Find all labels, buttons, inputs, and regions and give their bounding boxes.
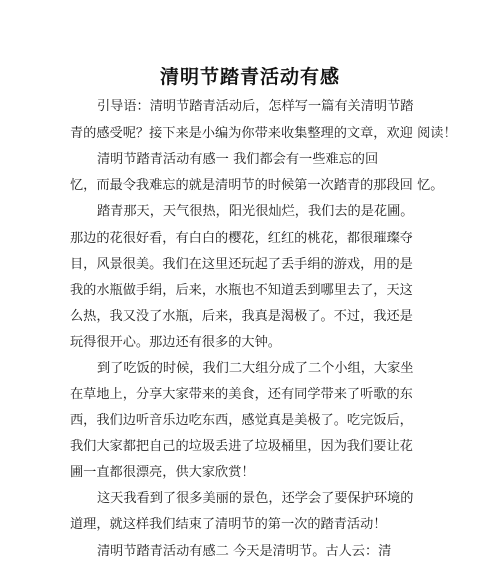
intro-line-1: 引导语：清明节踏青活动后，怎样写一篇有关清明节踏 [97, 99, 414, 114]
paragraph-line: 玩得很开心。那边还有很多的大钟。 [70, 335, 281, 350]
paragraph-line: 忆，而最令我难忘的就是清明节的时候第一次踏青的那段回 忆。 [70, 178, 444, 193]
section-two-heading-line: 清明节踏青活动有感二 今天是清明节。古人云：清 [97, 544, 392, 559]
section-one-heading-line: 清明节踏青活动有感一 我们都会有一些难忘的回 [97, 152, 379, 167]
paragraph-line: 圃一直都很漂亮，供大家欣赏！ [70, 465, 255, 480]
paragraph-line: 道理，就这样我们结束了清明节的第一次的踏青活动！ [70, 517, 387, 532]
document-title: 清明节踏青活动有感 [159, 66, 340, 88]
intro-line-2: 青的感受呢？接下来是小编为你带来收集整理的文章，欢迎 阅读！ [70, 126, 457, 141]
paragraph-line: 西，我们边听音乐边吃东西，感觉真是美极了。吃完饭后， [70, 413, 413, 428]
paragraph-line: 到了吃饭的时候，我们二大组分成了二个小组，大家坐 [97, 361, 414, 376]
paragraph-line: 么热，我又没了水瓶，后来，我真是渴极了。不过，我还是 [70, 309, 413, 324]
paragraph-line: 我的水瓶做手绢，后来，水瓶也不知道丢到哪里去了，天这 [70, 283, 413, 298]
paragraph-line: 目，风景很美。我们在这里还玩起了丢手绢的游戏，用的是 [70, 257, 413, 272]
paragraph-line: 这天我看到了很多美丽的景色，还学会了要保护环境的 [97, 491, 414, 506]
paragraph-line: 踏青那天，天气很热，阳光很灿烂，我们去的是花圃。 [97, 204, 414, 219]
paragraph-line: 那边的花很好看，有白白的樱花，红红的桃花，都很璀璨夺 [70, 231, 413, 246]
paragraph-line: 我们大家都把自己的垃圾丢进了垃圾桶里，因为我们要让花 [70, 439, 413, 454]
paragraph-line: 在草地上，分享大家带来的美食，还有同学带来了听歌的东 [70, 387, 413, 402]
